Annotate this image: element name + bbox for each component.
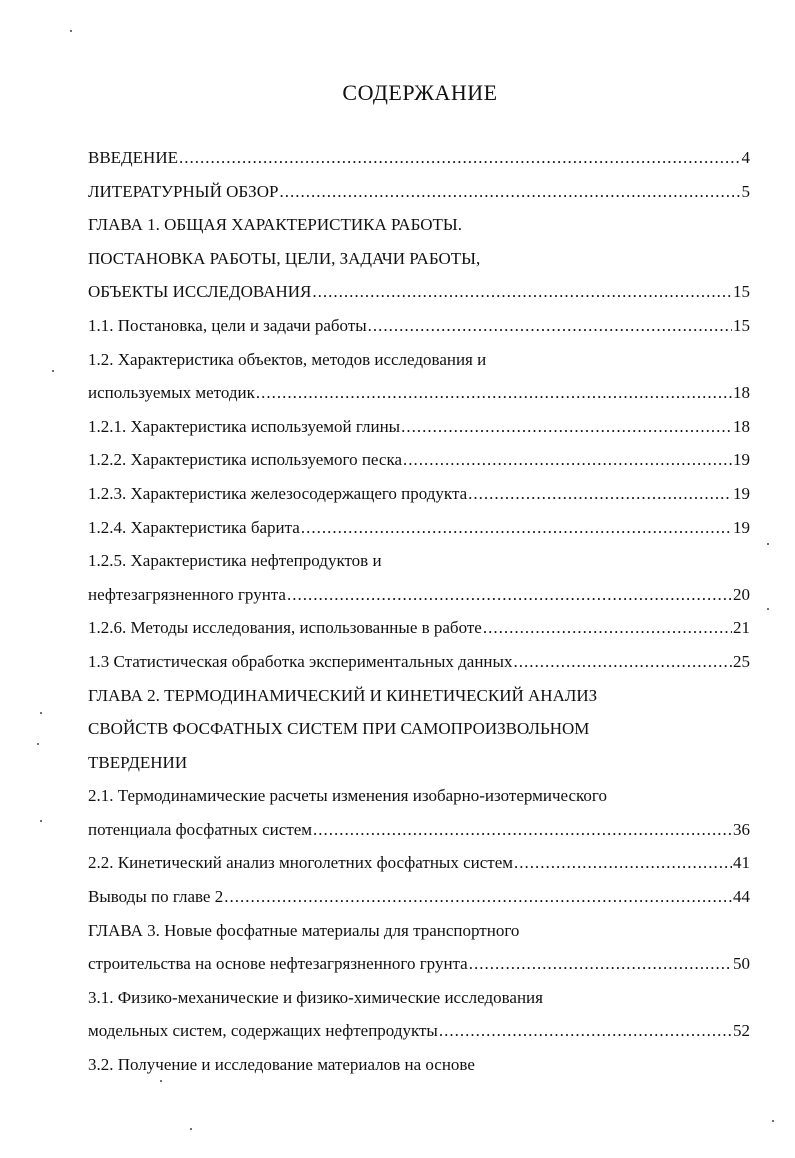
toc-entry [88,242,750,276]
toc-entry-text: 1.3 Статистическая обработка экспериментальных данных [88,651,513,671]
scan-speck [772,1120,774,1122]
toc-entry [88,645,750,679]
toc-entry [88,343,750,377]
toc-leader-dots [312,275,732,309]
toc-entry [88,679,750,713]
scan-speck [37,743,39,745]
scan-speck [40,820,42,822]
toc-page-number: 19 [733,517,750,537]
toc-entry [88,477,750,511]
toc-page-number: 15 [733,282,750,302]
toc-leader-dots [224,880,732,914]
toc-entry [88,947,750,981]
toc-entry-text: ГЛАВА 2. ТЕРМОДИНАМИЧЕСКИЙ И КИНЕТИЧЕСКИЙ АНАЛИЗ [88,685,598,705]
scan-speck [767,608,769,610]
toc-entry-text: 1.2.2. Характеристика используемого песка [88,450,402,470]
toc-entry-text: ЛИТЕРАТУРНЫЙ ОБЗОР [88,181,279,201]
toc-entry [88,779,750,813]
toc-entry-text: Выводы по главе 2 [88,887,224,907]
toc-entry [88,611,750,645]
toc-entry [88,1048,750,1082]
toc-entry [88,846,750,880]
toc-entry [88,578,750,612]
toc-leader-dots [483,611,732,645]
toc-leader-dots [279,175,740,209]
scan-speck [40,712,42,714]
toc-entry [88,141,750,175]
toc-entry [88,544,750,578]
toc-page-number: 36 [733,819,750,839]
toc-entry-text: СВОЙСТВ ФОСФАТНЫХ СИСТЕМ ПРИ САМОПРОИЗВОЛЬНОМ [88,719,590,739]
toc-entry-text: ТВЕРДЕНИИ [88,752,188,772]
toc-page-number: 52 [733,1021,750,1041]
toc-entry-text: 2.2. Кинетический анализ многолетних фосфатных систем [88,853,514,873]
toc-entry [88,880,750,914]
toc-entry-text: 1.2.4. Характеристика барита [88,517,300,537]
toc-leader-dots [313,813,732,847]
toc-entry-text: 3.2. Получение и исследование материалов на основе [88,1055,475,1075]
toc-page-number: 5 [741,181,750,201]
toc-entry [88,208,750,242]
toc-page-number: 20 [733,584,750,604]
toc-page-number: 44 [733,887,750,907]
page-title: СОДЕРЖАНИЕ [342,80,498,105]
table-of-contents [88,141,750,1082]
toc-entry [88,1014,750,1048]
toc-leader-dots [256,376,732,410]
toc-entry-text: 2.1. Термодинамические расчеты изменения изобарно-изотермического [88,786,607,806]
toc-leader-dots [439,1014,732,1048]
toc-entry [88,712,750,746]
toc-entry-text: 1.2.6. Методы исследования, использованные в работе [88,618,482,638]
toc-entry [88,981,750,1015]
toc-entry [88,746,750,780]
toc-page-number: 19 [733,450,750,470]
toc-leader-dots [514,846,732,880]
toc-page-number: 41 [733,853,750,873]
toc-page-number: 15 [733,315,750,335]
toc-entry-text: 1.2. Характеристика объектов, методов исследования и [88,349,487,369]
toc-entry-text: используемых методик [88,383,255,403]
toc-entry-text: ГЛАВА 1. ОБЩАЯ ХАРАКТЕРИСТИКА РАБОТЫ. [88,215,462,235]
toc-entry-text: ПОСТАНОВКА РАБОТЫ, ЦЕЛИ, ЗАДАЧИ РАБОТЫ, [88,248,481,268]
toc-leader-dots [301,511,732,545]
toc-entry-text: модельных систем, содержащих нефтепродукты [88,1021,438,1041]
toc-leader-dots [403,443,732,477]
toc-page-number: 19 [733,483,750,503]
toc-entry [88,410,750,444]
toc-entry-text: строительства на основе нефтезагрязненного грунта [88,954,468,974]
toc-page-number: 18 [733,416,750,436]
toc-entry-text: ГЛАВА 3. Новые фосфатные материалы для транспортного [88,920,520,940]
toc-entry [88,511,750,545]
toc-entry [88,914,750,948]
toc-page-number: 21 [733,618,750,638]
scan-speck [767,543,769,545]
scan-speck [70,30,72,32]
toc-entry-text: 3.1. Физико-механические и физико-химические исследования [88,987,543,1007]
scan-speck [190,1128,192,1130]
toc-leader-dots [401,410,732,444]
toc-page-number: 25 [733,651,750,671]
toc-entry [88,275,750,309]
toc-leader-dots [287,578,732,612]
toc-page-number: 50 [733,954,750,974]
toc-entry-text: ОБЪЕКТЫ ИССЛЕДОВАНИЯ [88,282,312,302]
toc-leader-dots [368,309,732,343]
toc-entry-text: 1.1. Постановка, цели и задачи работы [88,315,367,335]
toc-entry [88,813,750,847]
scan-speck [160,1080,162,1082]
toc-page-number: 4 [741,148,750,167]
toc-leader-dots [468,477,732,511]
toc-entry-text: 1.2.1. Характеристика используемой глины [88,416,401,436]
toc-entry-text: нефтезагрязненного грунта [88,584,286,604]
toc-entry [88,309,750,343]
toc-entry-text: 1.2.3. Характеристика железосодержащего продукта [88,483,468,503]
toc-leader-dots [513,645,732,679]
toc-page-number: 18 [733,383,750,403]
scan-speck [52,370,54,372]
toc-entry [88,443,750,477]
toc-entry-text: 1.2.5. Характеристика нефтепродуктов и [88,551,382,571]
toc-entry-text: ВВЕДЕНИЕ [88,148,178,167]
toc-entry [88,376,750,410]
toc-leader-dots [469,947,732,981]
toc-entry-text: потенциала фосфатных систем [88,819,313,839]
toc-entry [88,175,750,209]
toc-leader-dots [179,141,741,175]
